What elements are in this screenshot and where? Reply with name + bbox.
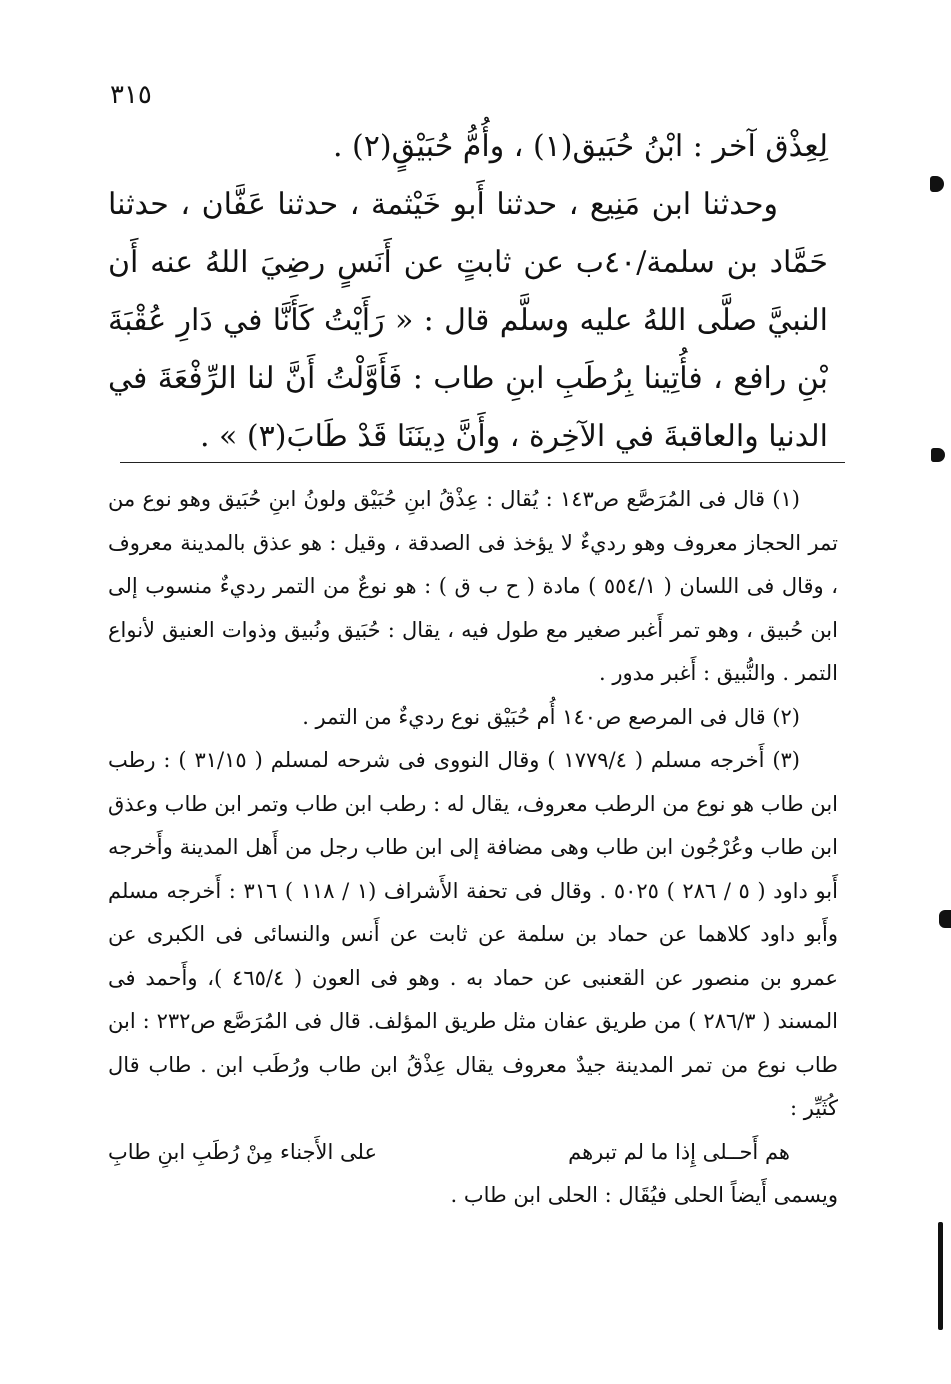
scan-edge-mark: [930, 176, 944, 192]
footnote-closing: ويسمى أَيضاً الحلى فيُقَال : الحلى ابن طاب .: [450, 1183, 838, 1207]
footnote-3: (٣) أَخرجه مسلم ( ١٧٧٩/٤ ) وقال النووى فى شرحه لمسلم ( ٣١/١٥ ) : رطب ابن طاب هو نوع من الرطب معروف، يقال له : رطب ابن طاب وتمر ابن طاب وعذق ابن طاب وعُرْجُون ابن طاب وهى مضافة إلى ابن طاب رجل من أَهل المدينة وأَخرجه أَبو داود ( ٥ / ٢٨٦ ) ٥٠٢٥ . وقال فى تحفة الأَشراف (١ / ١١٨ ) ٣١٦ : أَخرجه مسلم وأَبو داود كلاهما عن حماد بن سلمة عن ثابت عن أَنس والنسائى فى الكبرى عن عمرو بن منصور عن القعنبى عن حماد به . وهو فى العون ( ٤٦٥/٤ )، وأَحمد فى المسند ( ٢٨٦/٣ ) من طريق عفان مثل طريق المؤلف. قال فى المُرَصَّع ص٢٣٢ : ابن طاب نوع من تمر المدينة جيدٌ معروف يقال عِذْقُ ابن طاب ورُطَب ابن . طاب قال كُثَيِّر :: [108, 748, 839, 1120]
poem-first-hemistich: هم أَحــلى إِذا ما لم تبرهم: [568, 1139, 790, 1164]
footnote-divider: [120, 462, 845, 463]
main-text: [108, 118, 828, 466]
footnotes: [108, 478, 838, 1218]
footnote-1: (١) قال فى المُرَصَّع ص١٤٣ : يُقال : عِذْقُ ابنِ حُبَيْق ولونُ ابنِ حُبَيق وهو نوع من تمر الحجاز معروف وهو رديءٌ لا يؤخذ فى الصدقة ، وقيل : هو عذق بالمدينة معروف ، وقال فى اللسان ( ٥٥٤/١ ) مادة ( ح ب ق ) : هو نوعٌ من التمر رديءٌ منسوب إلى ابن حُبيق ، وهو تمر أَغبر صغير مع طول فيه ، يقال : حُبَيق ونُبيق وذوات العنيق لأنواع التمر . والنُّبيق : أَغبر مدور .: [108, 487, 838, 685]
poem-verse: [108, 1131, 838, 1175]
scan-edge-mark: [938, 1222, 943, 1330]
scan-edge-mark: [939, 910, 951, 928]
poem-second-hemistich: على الأَجناء مِنْ رُطَبِ ابنِ طابِ: [108, 1139, 378, 1164]
page-number: ٣١٥: [110, 80, 152, 110]
scan-edge-mark: [931, 448, 945, 462]
hadith-paragraph: وحدثنا ابن مَنِيع ، حدثنا أَبو خَيْثمة ، حدثنا عَفَّان ، حدثنا حَمَّاد بن سلمة/٤٠ب عن ثابتٍ عن أَنَسٍ رضِيَ اللهُ عنه أَن النبيَّ صلَّى اللهُ عليه وسلَّم قال : « رَأَيْتُ كَأَنَّا في دَارِ عُقْبَةَ بْنِ رافع ، فأُتِينا بِرُطَبِ ابنِ طاب : فَأَوَّلْتُ أَنَّ لنا الرِّفْعَةَ في الدنيا والعاقبةَ في الآخِرة ، وأَنَّ دِينَنَا قَدْ طَابَ(٣) » .: [108, 187, 828, 454]
footnote-2: (٢) قال فى المرصع ص١٤٠ أُم حُبَيْق نوع رديءٌ من التمر .: [302, 704, 800, 729]
main-line-1: لِعِذْق آخر : ابْنُ حُبَيق(١) ، وأُمُّ حُبَيْقٍ(٢) .: [332, 129, 828, 164]
